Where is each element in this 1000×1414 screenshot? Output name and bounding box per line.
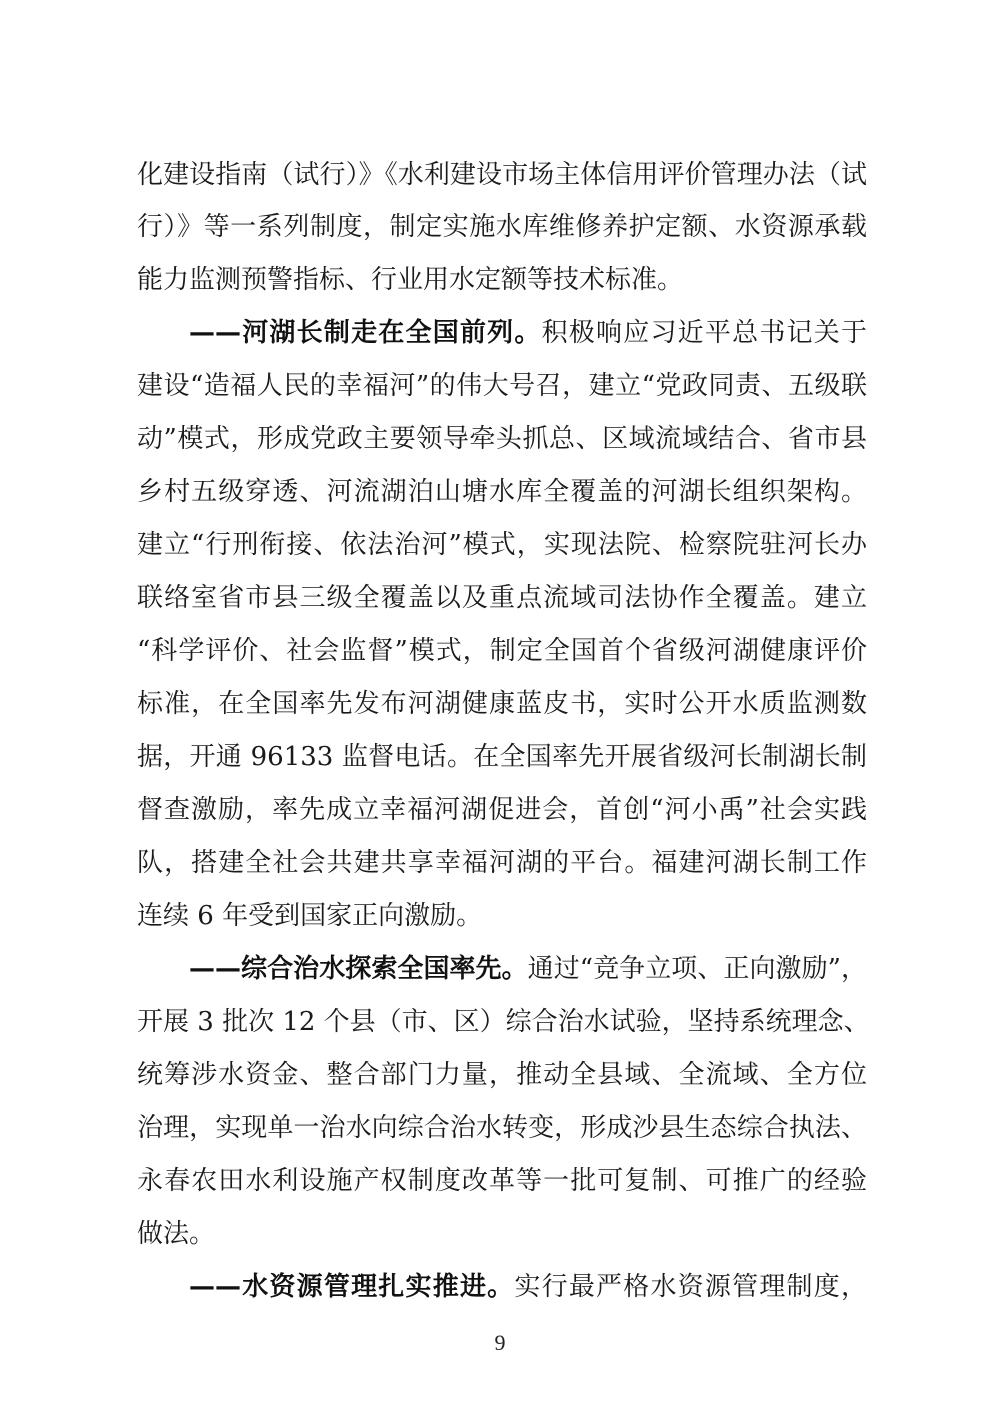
section-heading: ——河湖长制走在全国前列。 bbox=[189, 318, 542, 348]
paragraph-text: 积极响应习近平总书记关于 bbox=[541, 318, 867, 348]
paragraph-line: 建设“造福人民的幸福河”的伟大号召，建立“党政同责、五级联 bbox=[137, 371, 867, 401]
page-number: 9 bbox=[494, 1330, 506, 1355]
paragraph-line: 乡村五级穿透、河流湖泊山塘水库全覆盖的河湖长组织架构。 bbox=[137, 477, 867, 507]
paragraph-line: 做法。 bbox=[137, 1219, 216, 1249]
paragraph-line: 化建设指南（试行）》《水利建设市场主体信用评价管理办法（试 bbox=[137, 160, 867, 190]
paragraph-line: 行）》等一系列制度，制定实施水库维修养护定额、水资源承载 bbox=[137, 212, 867, 242]
paragraph-text: 通过“竞争立项、正向激励”， bbox=[527, 954, 867, 984]
paragraph-line: “科学评价、社会监督”模式，制定全国首个省级河湖健康评价 bbox=[137, 636, 867, 666]
paragraph-line: 永春农田水利设施产权制度改革等一批可复制、可推广的经验 bbox=[137, 1166, 867, 1196]
paragraph-line: 能力监测预警指标、行业用水定额等技术标准。 bbox=[137, 265, 684, 295]
paragraph-line: 队，搭建全社会共建共享幸福河湖的平台。福建河湖长制工作 bbox=[137, 848, 867, 878]
paragraph-line: 治理，实现单一治水向综合治水转变，形成沙县生态综合执法、 bbox=[137, 1113, 867, 1143]
paragraph-line: 督查激励，率先成立幸福河湖促进会，首创“河小禹”社会实践 bbox=[137, 795, 867, 825]
paragraph-line: 标准，在全国率先发布河湖健康蓝皮书，实时公开水质监测数 bbox=[137, 689, 867, 719]
paragraph-first-line bbox=[189, 954, 867, 984]
section-heading: ——水资源管理扎实推进。 bbox=[189, 1272, 515, 1302]
paragraph-line: 动”模式，形成党政主要领导牵头抓总、区域流域结合、省市县 bbox=[137, 424, 867, 454]
paragraph-line: 统筹涉水资金、整合部门力量，推动全县域、全流域、全方位 bbox=[137, 1060, 867, 1090]
paragraph-line: 联络室省市县三级全覆盖以及重点流域司法协作全覆盖。建立 bbox=[137, 583, 867, 613]
paragraph-line: 建立“行刑衔接、依法治河”模式，实现法院、检察院驻河长办 bbox=[137, 530, 867, 560]
paragraph-first-line bbox=[189, 318, 867, 348]
paragraph-line: 开展 3 批次 12 个县（市、区）综合治水试验，坚持系统理念、 bbox=[137, 1007, 870, 1037]
paragraph-line: 据，开通 96133 监督电话。在全国率先开展省级河长制湖长制 bbox=[137, 742, 867, 772]
paragraph-line: 连续 6 年受到国家正向激励。 bbox=[137, 901, 483, 931]
section-heading: ——综合治水探索全国率先。 bbox=[189, 954, 528, 984]
paragraph-first-line bbox=[189, 1272, 867, 1302]
paragraph-text: 实行最严格水资源管理制度， bbox=[514, 1272, 867, 1302]
